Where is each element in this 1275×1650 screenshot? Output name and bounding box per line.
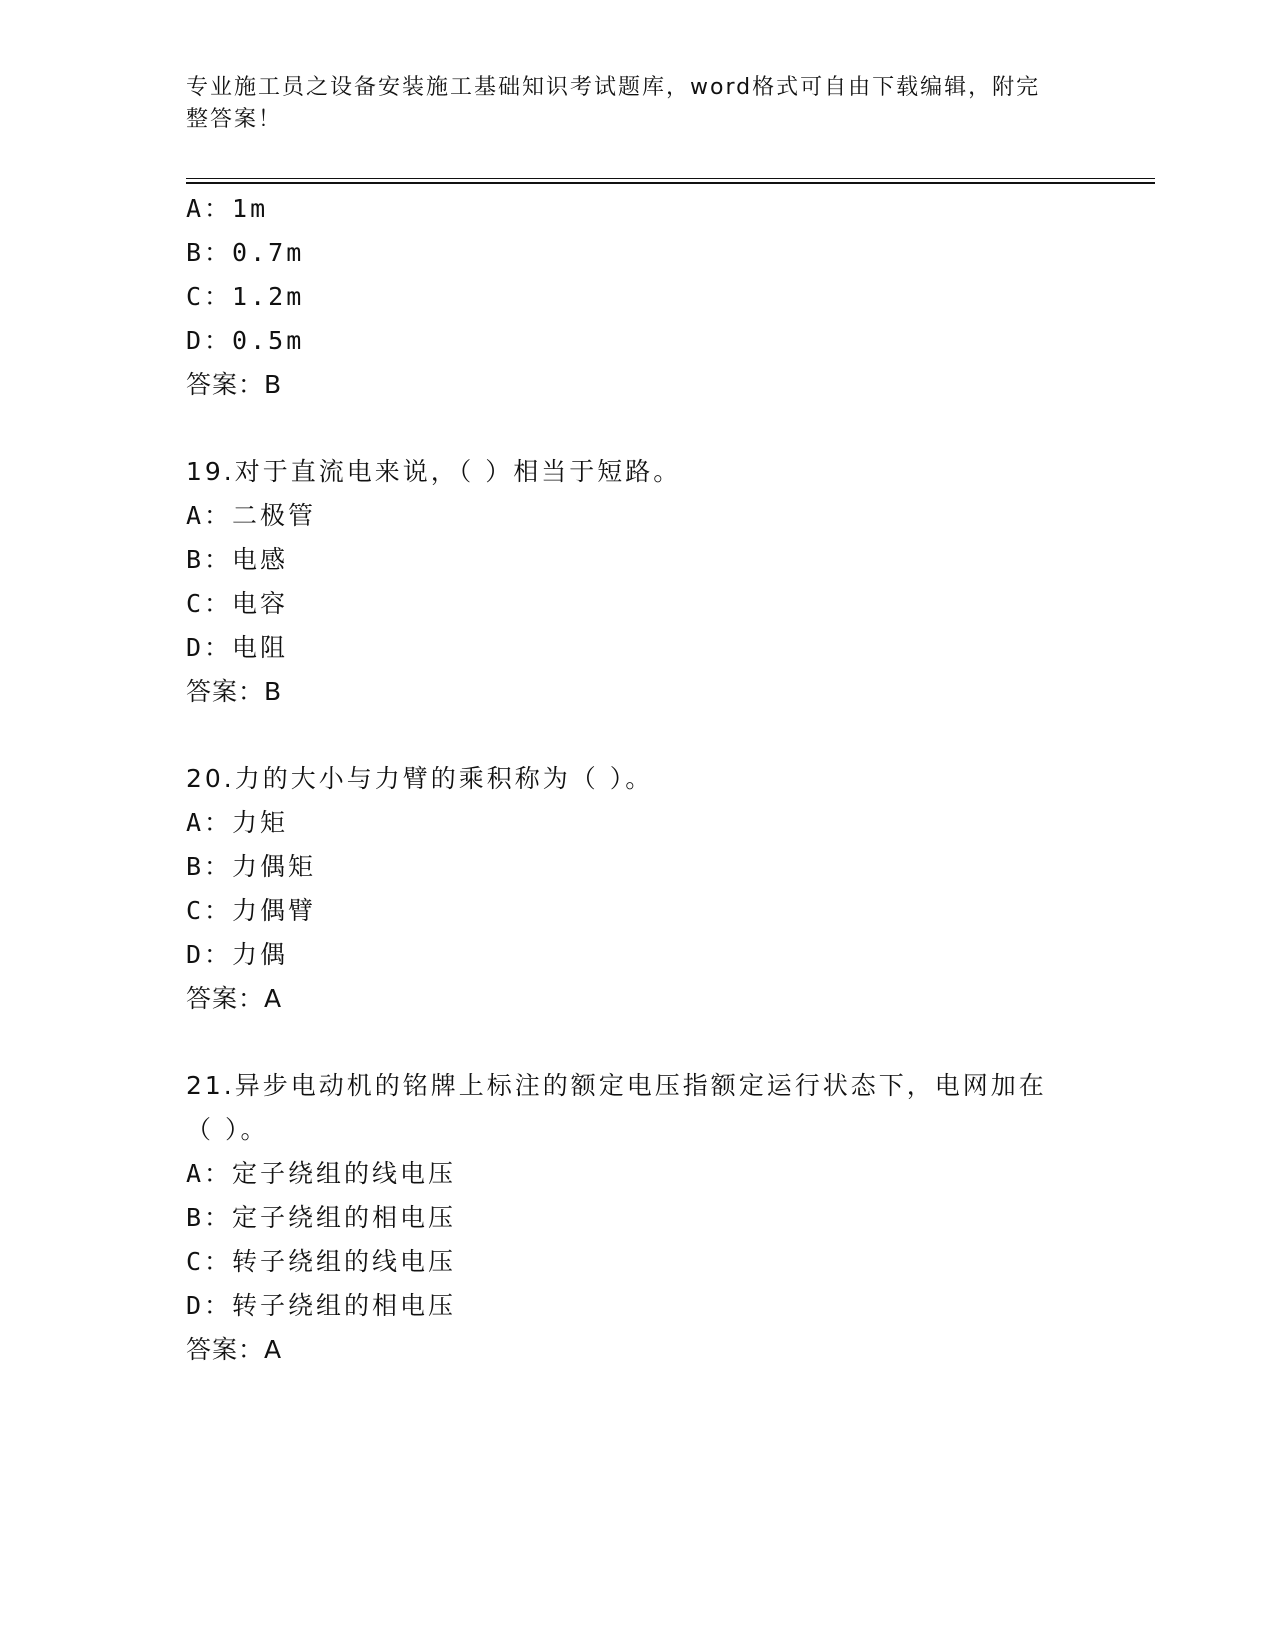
q18-option-c: C：1.2m: [186, 282, 305, 311]
q19-answer: 答案：B: [186, 677, 283, 706]
q19-option-d: D：电阻: [186, 633, 289, 662]
q20-option-b: B：力偶矩: [186, 852, 317, 881]
q18-option-b: B：0.7m: [186, 238, 305, 267]
q21-stem-line-1: 21.异步电动机的铭牌上标注的额定电压指额定运行状态下，电网加在: [186, 1071, 1047, 1100]
q21-stem-line-2: （ ）。: [186, 1115, 269, 1144]
q20-answer: 答案：A: [186, 984, 283, 1013]
q18-option-d: D：0.5m: [186, 326, 305, 355]
header-divider-thick: [186, 182, 1155, 184]
q21-answer: 答案：A: [186, 1335, 283, 1364]
q20-option-c: C：力偶臂: [186, 896, 317, 925]
q21-option-b: B：定子绕组的相电压: [186, 1203, 457, 1232]
q19-option-a: A：二极管: [186, 501, 317, 530]
q18-answer: 答案：B: [186, 370, 283, 399]
header-divider-thin: [186, 178, 1155, 179]
header-line-1: 专业施工员之设备安装施工基础知识考试题库，word格式可自由下载编辑，附完: [186, 75, 1041, 100]
q21-option-c: C：转子绕组的线电压: [186, 1247, 457, 1276]
q19-stem: 19.对于直流电来说，（ ）相当于短路。: [186, 457, 682, 486]
document-header: [186, 72, 1086, 136]
q21-option-a: A：定子绕组的线电压: [186, 1159, 457, 1188]
q18-option-a: A：1m: [186, 194, 269, 223]
q21-option-d: D：转子绕组的相电压: [186, 1291, 457, 1320]
q20-option-a: A：力矩: [186, 808, 289, 837]
header-line-2: 整答案！: [186, 107, 283, 132]
q20-stem: 20.力的大小与力臂的乘积称为（ ）。: [186, 764, 654, 793]
q19-option-c: C：电容: [186, 589, 289, 618]
q20-option-d: D：力偶: [186, 940, 289, 969]
q19-option-b: B：电感: [186, 545, 289, 574]
